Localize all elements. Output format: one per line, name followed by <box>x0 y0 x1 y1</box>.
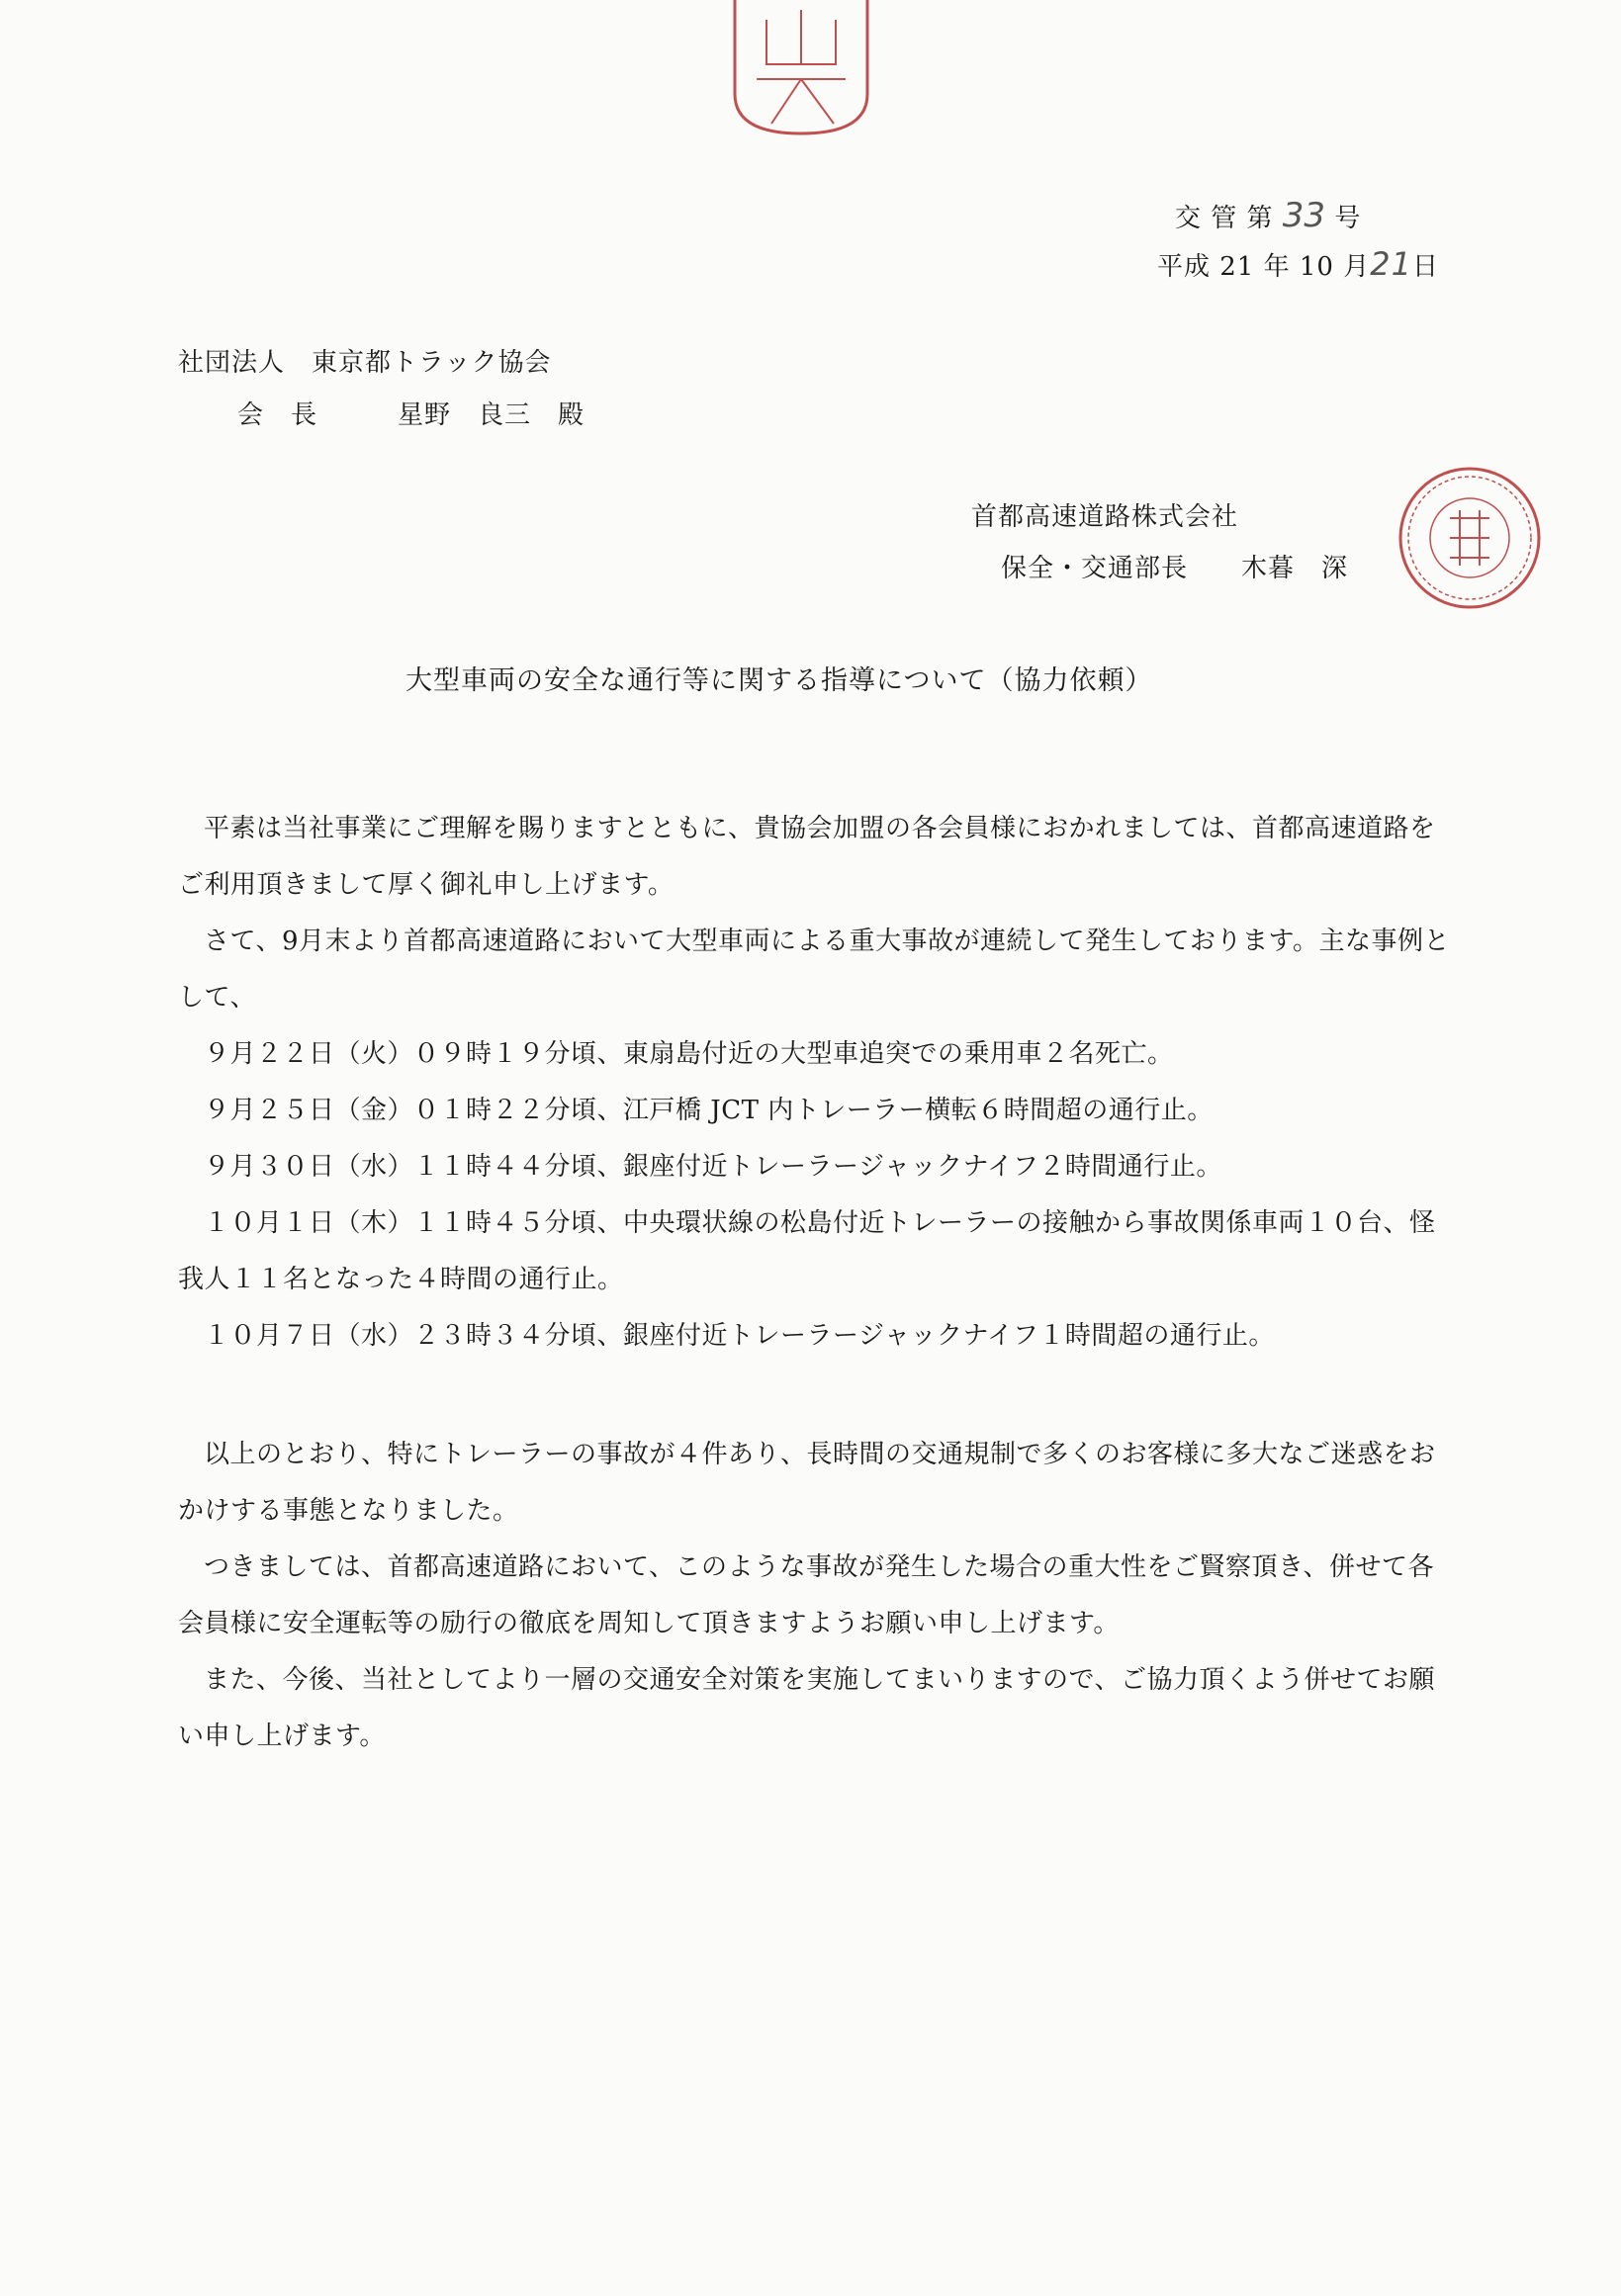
incident-item: １０月１日（木）１１時４５分頃、中央環状線の松島付近トレーラーの接触から事故関係車両１０台、怪我人１１名となった４時間の通行止。 <box>178 1208 1436 1294</box>
receipt-stamp <box>727 0 875 138</box>
paragraph-closing: また、今後、当社としてより一層の交通安全対策を実施してまいりますので、ご協力頂くよう併せてお願い申し上げます。 <box>178 1665 1435 1751</box>
date-prefix: 平成 21 年 10 月 <box>1157 252 1371 282</box>
document-number-value: 33 <box>1282 196 1326 235</box>
addressee-person: 会 長 星野 良三 殿 <box>237 400 585 430</box>
document-number <box>1175 196 1361 235</box>
paragraph-greeting: 平素は当社事業にご理解を賜りますとともに、貴協会加盟の各会員様におかれましては、首都高速道路をご利用頂きまして厚く御礼申し上げます。 <box>178 814 1436 900</box>
date-suffix: 日 <box>1411 252 1439 282</box>
document-body <box>178 801 1454 1765</box>
official-seal <box>1395 463 1545 613</box>
document-number-suffix: 号 <box>1334 204 1362 233</box>
paragraph-gap <box>178 1365 1454 1427</box>
document-date <box>1157 245 1439 283</box>
sender-organization: 首都高速道路株式会社 <box>971 502 1239 532</box>
incident-item: ９月２２日（火）０９時１９分頃、東扇島付近の大型車追突での乗用車２名死亡。 <box>204 1039 1174 1069</box>
paragraph-request: つきましては、首都高速道路において、このような事故が発生した場合の重大性をご賢察頂き、併せて各会員様に安全運転等の励行の徹底を周知して頂きますようお願い申し上げます。 <box>178 1552 1434 1638</box>
incident-item: ９月３０日（水）１１時４４分頃、銀座付近トレーラージャックナイフ２時間通行止。 <box>204 1152 1222 1182</box>
date-day: 21 <box>1370 245 1412 283</box>
document-subject: 大型車両の安全な通行等に関する指導について（協力依頼） <box>405 665 1153 696</box>
paragraph-summary: 以上のとおり、特にトレーラーの事故が４件あり、長時間の交通規制で多くのお客様に多大なご迷惑をおかけする事態となりました。 <box>178 1440 1436 1526</box>
document-number-prefix: 交 管 第 <box>1175 204 1274 233</box>
paragraph-accident-intro: さて、9月末より首都高速道路において大型車両による重大事故が連続して発生しております。主な事例として、 <box>178 927 1450 1013</box>
incident-item: ９月２５日（金）０１時２２分頃、江戸橋 JCT 内トレーラー横転６時間超の通行止。 <box>204 1096 1214 1125</box>
sender-department: 保全・交通部長 木暮 深 <box>1001 554 1349 583</box>
addressee-organization: 社団法人 東京都トラック協会 <box>178 348 552 378</box>
incident-item: １０月７日（水）２３時３４分頃、銀座付近トレーラージャックナイフ１時間超の通行止。 <box>204 1321 1275 1351</box>
